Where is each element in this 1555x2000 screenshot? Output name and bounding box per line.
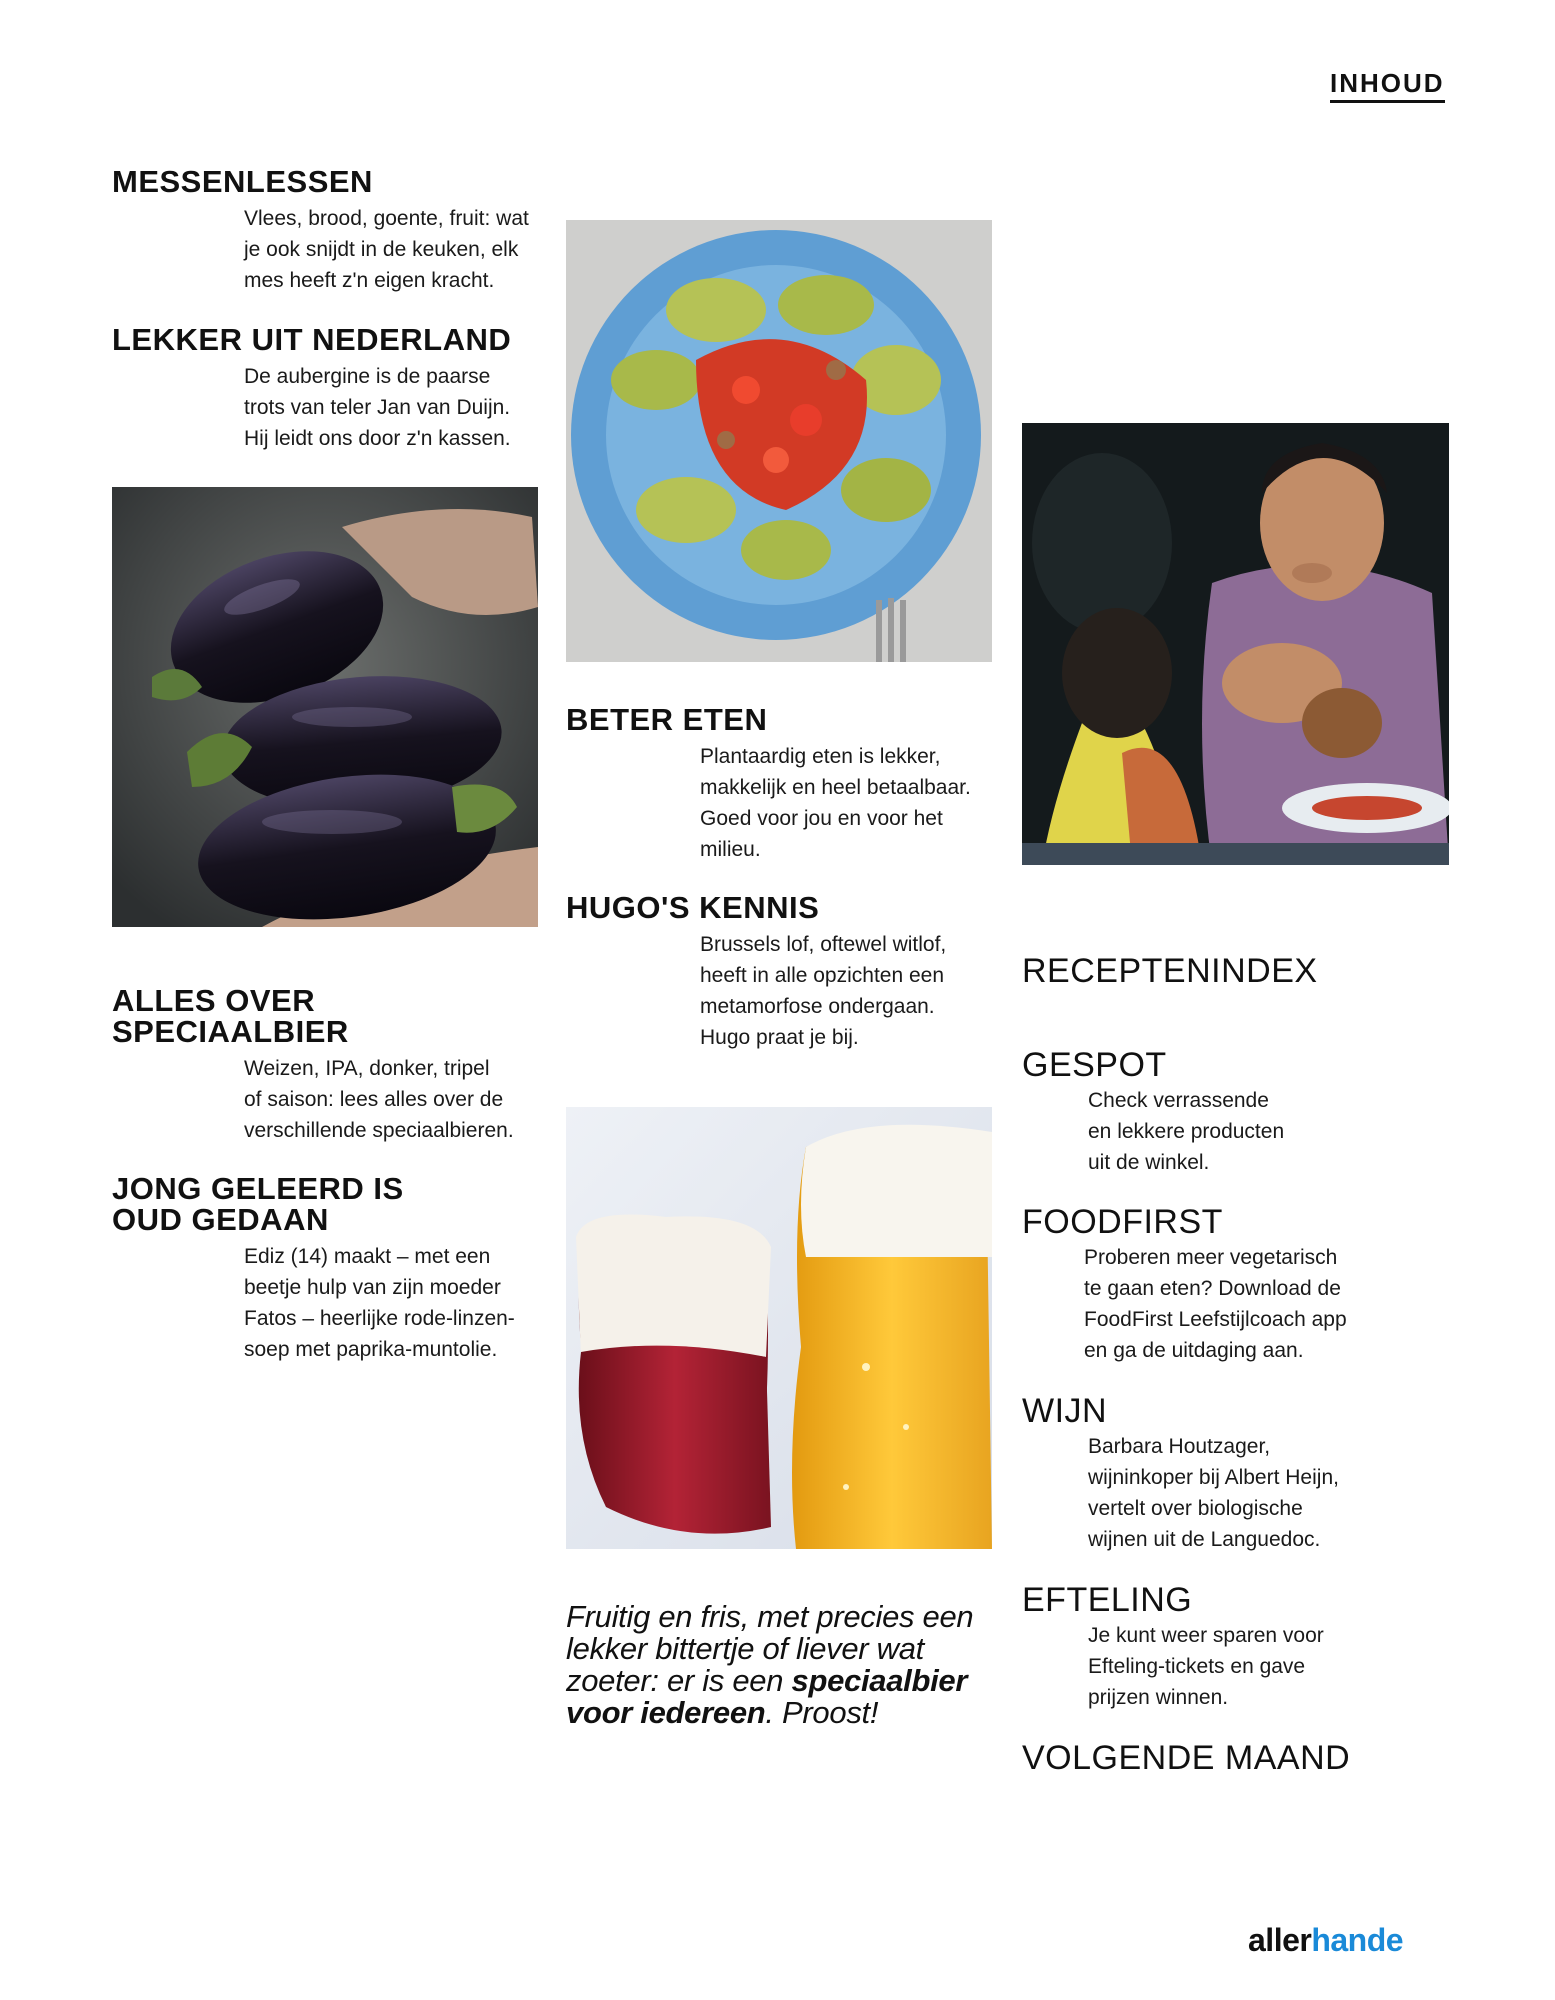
section-title-efteling[interactable]: EFTELING: [1022, 1581, 1193, 1619]
quote-text: Fruitig en fris, met precies een lekker bittertje of liever wat zoeter: er is een: [566, 1599, 974, 1698]
section-title-volgende-maand[interactable]: VOLGENDE MAAND: [1022, 1739, 1351, 1777]
section-title-foodfirst[interactable]: FOODFIRST: [1022, 1203, 1223, 1241]
article-desc-lekker-uit-nederland: De aubergine is de paarse trots van teler Jan van Duijn. Hij leidt ons door z'n kassen.: [244, 365, 511, 450]
beer-photo: [566, 1107, 992, 1549]
man-eating-photo: [1022, 423, 1449, 865]
article-desc-speciaalbier: Weizen, IPA, donker, tripel of saison: lees alles over de verschillende speciaalbieren.: [244, 1057, 514, 1142]
section-desc-efteling: Je kunt weer sparen voor Efteling-tickets en gave prijzen winnen.: [1088, 1624, 1324, 1709]
section-title-receptenindex[interactable]: RECEPTENINDEX: [1022, 952, 1318, 990]
article-desc-messenlessen: Vlees, brood, goente, fruit: wat je ook snijdt in de keuken, elk mes heeft z'n eigen kracht.: [244, 207, 529, 292]
brand-logo-part1: aller: [1248, 1922, 1312, 1958]
quote-bold: speciaalbier voor iedereen: [566, 1663, 968, 1730]
article-title-speciaalbier[interactable]: ALLES OVER SPECIAALBIER: [112, 983, 349, 1049]
article-desc-hugos-kennis: Brussels lof, oftewel witlof, heeft in alle opzichten een metamorfose ondergaan. Hugo praat je bij.: [700, 933, 947, 1049]
section-desc-wijn: Barbara Houtzager, wijninkoper bij Albert Heijn, vertelt over biologische wijnen uit de Languedoc.: [1088, 1435, 1339, 1551]
section-title-wijn[interactable]: WIJN: [1022, 1392, 1108, 1430]
section-label: INHOUD: [1330, 68, 1445, 103]
pasta-photo: [566, 220, 992, 662]
article-title-hugos-kennis[interactable]: HUGO'S KENNIS: [566, 890, 820, 925]
pull-quote: [566, 1601, 986, 1729]
brand-logo: [1248, 1922, 1403, 1959]
section-desc-foodfirst: Proberen meer vegetarisch te gaan eten? Download de FoodFirst Leefstijlcoach app en ga de uitdaging aan.: [1084, 1246, 1347, 1362]
article-title-messenlessen[interactable]: MESSENLESSEN: [112, 164, 373, 199]
section-title-gespot[interactable]: GESPOT: [1022, 1046, 1167, 1084]
article-title-jong-geleerd[interactable]: JONG GELEERD IS OUD GEDAAN: [112, 1171, 404, 1237]
article-title-lekker-uit-nederland[interactable]: LEKKER UIT NEDERLAND: [112, 322, 512, 357]
quote-end: . Proost!: [765, 1695, 879, 1730]
article-desc-beter-eten: Plantaardig eten is lekker, makkelijk en heel betaalbaar. Goed voor jou en voor het milieu.: [700, 745, 971, 861]
article-title-beter-eten[interactable]: BETER ETEN: [566, 702, 768, 737]
aubergine-photo: [112, 487, 538, 927]
brand-logo-part2: hande: [1311, 1922, 1404, 1958]
section-desc-gespot: Check verrassende en lekkere producten uit de winkel.: [1088, 1089, 1285, 1174]
article-desc-jong-geleerd: Ediz (14) maakt – met een beetje hulp van zijn moeder Fatos – heerlijke rode-linzen- soep met paprika-muntolie.: [244, 1245, 515, 1361]
